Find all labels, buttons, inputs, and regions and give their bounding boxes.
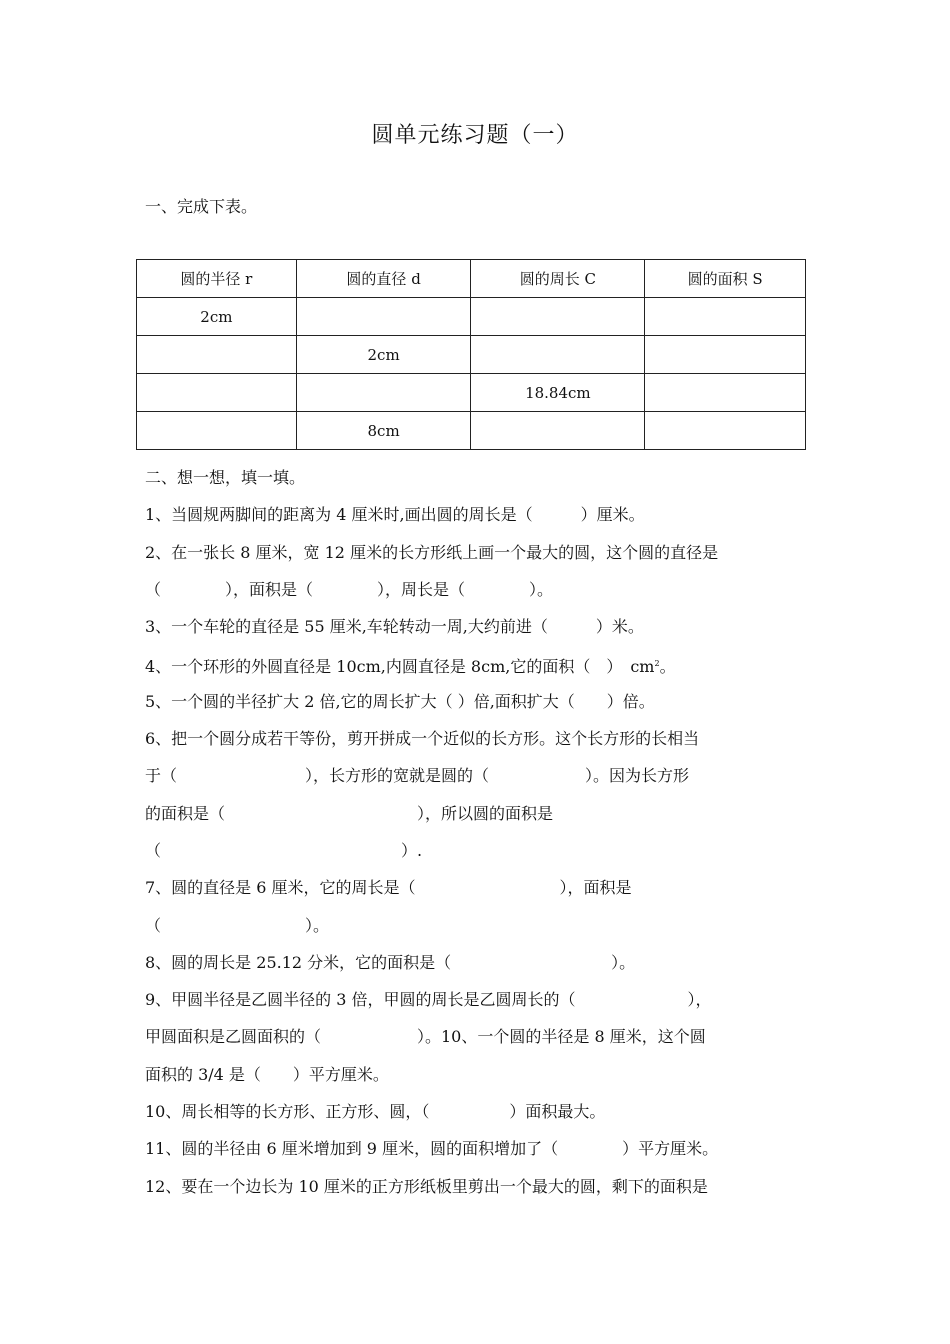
page-title: 圆单元练习题（一）: [371, 123, 579, 148]
question-line: 的面积是（ ），所以圆的面积是: [145, 803, 554, 823]
table-header-cell: 圆的面积 S: [645, 260, 806, 298]
table-header-cell: 圆的半径 r: [137, 260, 297, 298]
table-cell: [645, 298, 806, 336]
question-line: 面积的 3/4 是（ ）平方厘米。: [145, 1064, 389, 1084]
table-row: [137, 298, 806, 336]
question-line: （ ）。: [145, 915, 330, 935]
question-line: 9、甲圆半径是乙圆半径的 3 倍，甲圆的周长是乙圆周长的（ ），: [145, 990, 712, 1010]
table-cell: [645, 336, 806, 374]
table-cell: [471, 412, 645, 450]
table-cell: [645, 374, 806, 412]
table-cell: [137, 412, 297, 450]
section-2: [145, 459, 810, 1205]
table-header-cell: 圆的周长 C: [471, 260, 645, 298]
table-cell: 18.84cm: [471, 374, 645, 412]
table-cell: [645, 412, 806, 450]
question-line: 7、圆的直径是 6 厘米，它的周长是（ ），面积是: [145, 878, 632, 898]
question-line: 于（ ），长方形的宽就是圆的（ ）。因为长方形: [145, 766, 690, 786]
table-cell: [296, 298, 471, 336]
section-2-heading: 二、想一想，填一填。: [145, 468, 306, 487]
table-row: [137, 374, 806, 412]
question-line: 甲圆面积是乙圆面积的（ ）。10、一个圆的半径是 8 厘米，这个圆: [145, 1027, 706, 1047]
question-line: （ ）.: [145, 840, 423, 860]
table-cell: [137, 336, 297, 374]
question-text: 4、一个环形的外圆直径是 10cm,内圆直径是 8cm,它的面积（ ） cm: [145, 657, 655, 677]
question-line: 12、要在一个边长为 10 厘米的正方形纸板里剪出一个最大的圆，剩下的面积是: [145, 1176, 708, 1196]
question-line: 8、圆的周长是 25.12 分米，它的面积是（ ）。: [145, 952, 636, 972]
question-line: 3、一个车轮的直径是 55 厘米,车轮转动一周,大约前进（ ）米。: [145, 617, 644, 637]
table-cell: 8cm: [296, 412, 471, 450]
section-1-heading: 一、完成下表。: [145, 197, 258, 216]
table-cell: 2cm: [296, 336, 471, 374]
question-line-with-unit: [145, 645, 810, 682]
question-line: 6、把一个圆分成若干等份，剪开拼成一个近似的长方形。这个长方形的长相当: [145, 729, 700, 749]
table-cell: [137, 374, 297, 412]
circle-properties-table: [136, 259, 806, 450]
table-cell: [296, 374, 471, 412]
table-cell: 2cm: [137, 298, 297, 336]
question-line: 2、在一张长 8 厘米，宽 12 厘米的长方形纸上画一个最大的圆，这个圆的直径是: [145, 542, 719, 562]
question-line: 11、圆的半径由 6 厘米增加到 9 厘米，圆的面积增加了（ ）平方厘米。: [145, 1139, 719, 1159]
question-line: 10、周长相等的长方形、正方形、圆，（ ）面积最大。: [145, 1102, 606, 1122]
table-cell: [471, 298, 645, 336]
table-header-row: [137, 260, 806, 298]
table-row: [137, 336, 806, 374]
question-line: （ ），面积是（ ），周长是（ ）。: [145, 579, 554, 599]
table-cell: [471, 336, 645, 374]
table-row: [137, 412, 806, 450]
question-line: 5、一个圆的半径扩大 2 倍,它的周长扩大（ ）倍,面积扩大（ ）倍。: [145, 691, 655, 711]
question-line: 1、当圆规两脚间的距离为 4 厘米时,画出圆的周长是（ ）厘米。: [145, 505, 645, 525]
unit-superscript: 2: [654, 659, 660, 669]
line-end-punctuation: 。: [659, 657, 676, 677]
table-header-cell: 圆的直径 d: [296, 260, 471, 298]
